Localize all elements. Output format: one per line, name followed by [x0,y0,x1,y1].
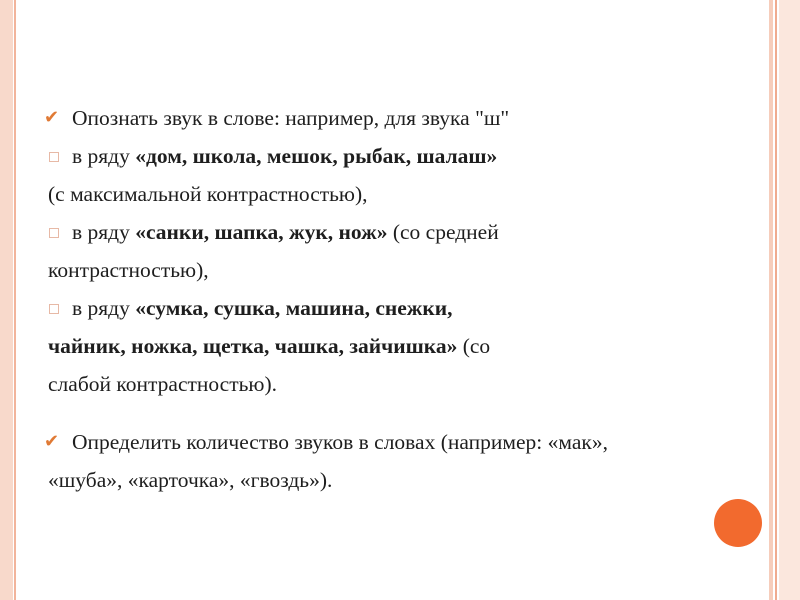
left-frame-band [0,0,13,600]
bullet-point-2 [44,423,748,461]
row3-note [48,365,748,403]
contrast-note: (с максимальной контрастностью), [48,182,368,206]
right-frame-band [769,0,773,600]
right-frame-edge [779,0,800,600]
row2-note [48,251,748,289]
bullet-text: Опознать звук в слове: например, для звука "ш" [72,106,510,130]
row1-note [48,175,748,213]
sub-item-row3 [48,289,748,327]
contrast-note: контрастностью), [48,258,209,282]
left-frame-line [14,0,16,600]
row-prefix: в ряду [72,220,136,244]
bullet-text: «шуба», «карточка», «гвоздь»). [48,468,333,492]
contrast-note: (со средней [387,220,499,244]
square-bullet-icon [46,213,62,251]
word-list: «санки, шапка, жук, нож» [135,220,388,244]
decorative-orange-circle [714,499,762,547]
bullet-point-1 [44,99,748,137]
slide-body [44,99,748,499]
bullet-text: Определить количество звуков в словах (например: «мак», [72,430,608,454]
checkmark-icon: ✔ [44,107,60,128]
contrast-note: слабой контрастностью). [48,372,278,396]
right-frame-line [775,0,777,600]
word-list: «сумка, сушка, машина, снежки, [135,296,453,320]
word-list: «дом, школа, мешок, рыбак, шалаш» [135,144,498,168]
bullet-point-2-continuation [48,461,748,499]
checkmark-icon: ✔ [44,431,60,452]
sub-item-row1 [48,137,748,175]
square-bullet-icon [46,137,62,175]
square-bullet-icon [46,289,62,327]
word-list: чайник, ножка, щетка, чашка, зайчишка» [48,334,458,358]
row-prefix: в ряду [72,144,136,168]
spacer [48,403,748,423]
row3-continuation [48,327,748,365]
row-prefix: в ряду [72,296,136,320]
sub-item-row2 [48,213,748,251]
contrast-note: (со [457,334,491,358]
